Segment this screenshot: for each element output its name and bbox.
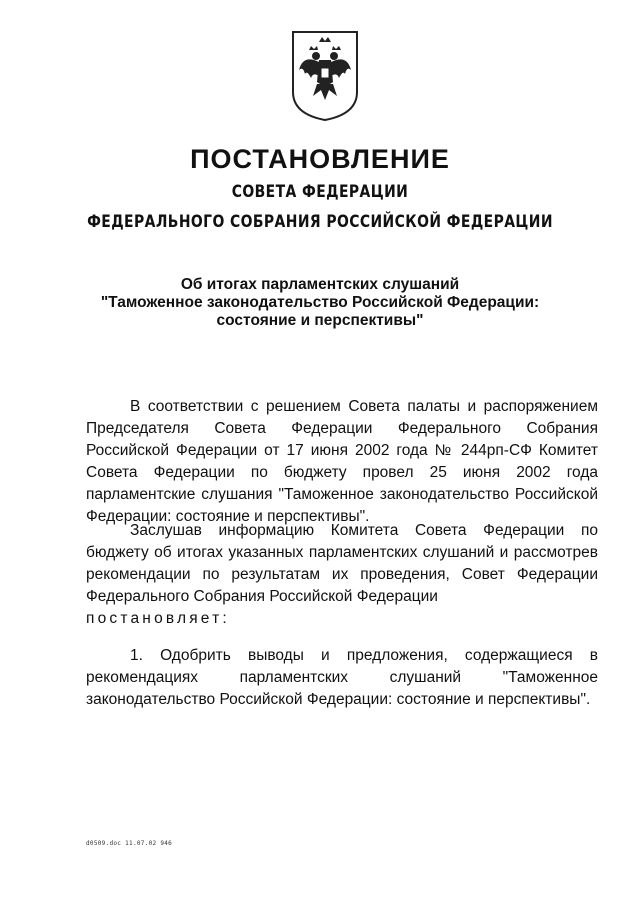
file-reference: d0509.doc 11.07.02 946	[86, 840, 173, 847]
preamble-paragraph	[86, 396, 598, 528]
decree-item-1: 1. Одобрить выводы и предложения, содержащиеся в рекомендациях парламентских слушаний "Таможенное законодательство Российской Федерации: состояние и перспективы".	[86, 647, 598, 708]
decree-word: постановляет:	[86, 610, 230, 627]
document-heading	[0, 276, 640, 330]
issuer-line-2: ФЕДЕРАЛЬНОГО СОБРАНИЯ РОССИЙСКОЙ ФЕДЕРАЦИИ	[87, 212, 553, 232]
decree-item-block	[86, 645, 598, 711]
paragraph-1: В соответствии с решением Совета палаты и распоряжением Председателя Совета Федерации Федерального Собрания Российской Федерации от 17 июня 2002 года № 244рп-СФ Комитет Совета Федерации по бюджету провел 25 июня 2002 года парламентские слушания "Таможенное законодательство Российской Федерации: состояние и перспективы".	[86, 398, 598, 525]
resolution-paragraph	[86, 520, 598, 630]
document-title: ПОСТАНОВЛЕНИЕ	[190, 144, 450, 174]
heading-line-1: Об итогах парламентских слушаний	[180, 276, 460, 293]
heading-line-3: состояние и перспективы"	[216, 312, 424, 329]
paragraph-2	[86, 520, 598, 630]
heading-line-2: "Таможенное законодательство Российской Федерации:	[100, 294, 540, 311]
russian-coat-of-arms-icon	[289, 30, 361, 122]
paragraph-2-text: Заслушав информацию Комитета Совета Федерации по бюджету об итогах указанных парламентских слушаний и рассмотрев рекомендации по результатам их проведения, Совет Федерации Федерального Собрания Российской Федерации	[86, 522, 598, 605]
coat-of-arms-emblem	[289, 30, 361, 122]
issuer-line-1: СОВЕТА ФЕДЕРАЦИИ	[231, 182, 409, 202]
